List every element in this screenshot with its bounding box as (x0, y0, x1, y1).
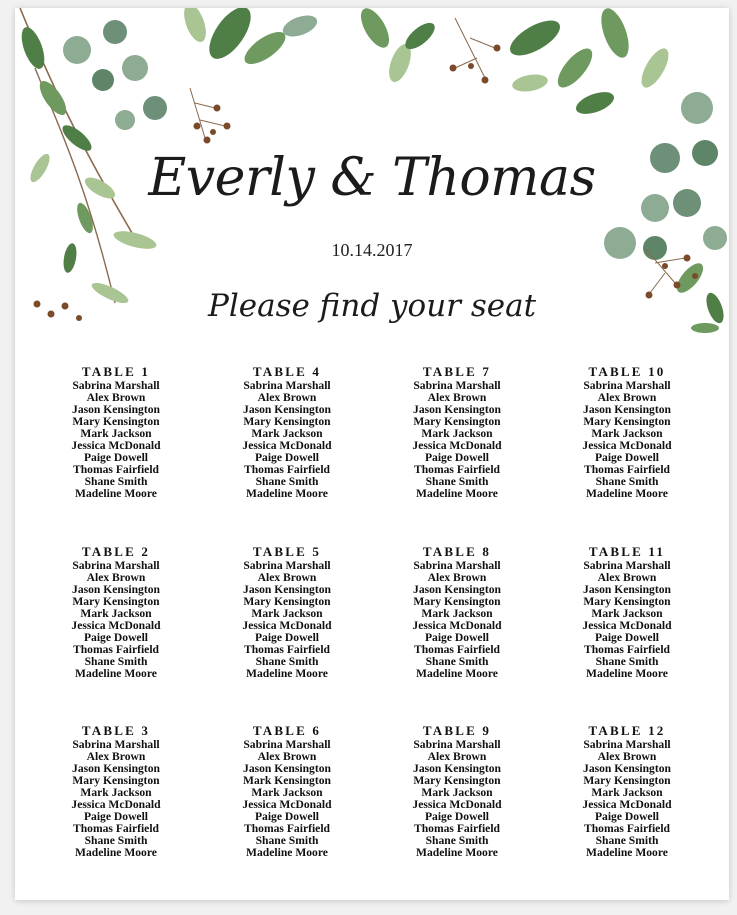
guest-name: Madeline Moore (246, 846, 328, 859)
guest-name: Madeline Moore (75, 846, 157, 859)
table-title: TABLE 4 (252, 364, 322, 379)
guest-name: Thomas Fairfield (73, 463, 159, 476)
seat-subtitle: Please find your seat (207, 288, 537, 324)
wedding-date: 10.14.2017 (331, 240, 413, 260)
guest-name: Jessica McDonald (582, 619, 672, 632)
table-block-9 (372, 723, 542, 859)
table-title: TABLE 7 (422, 364, 492, 379)
guest-name: Paige Dowell (594, 810, 660, 823)
guest-name: Jessica McDonald (412, 798, 502, 811)
guest-name: Madeline Moore (75, 487, 157, 500)
guest-name: Jessica McDonald (242, 619, 332, 632)
guest-name: Mark Jackson (80, 427, 152, 440)
guest-name: Mary Kensington (243, 595, 331, 608)
guest-name: Jason Kensington (583, 583, 671, 596)
guest-name: Shane Smith (255, 475, 319, 488)
table-title: TABLE 12 (588, 723, 666, 738)
guest-name: Madeline Moore (416, 846, 498, 859)
guest-name: Madeline Moore (416, 667, 498, 680)
table-block-2 (31, 544, 201, 680)
table-block-5 (202, 544, 372, 680)
guest-name: Shane Smith (595, 475, 659, 488)
guest-name: Jason Kensington (72, 762, 160, 775)
guest-name: Alex Brown (86, 571, 146, 584)
guest-name: Sabrina Marshall (72, 738, 160, 751)
guest-name: Jason Kensington (72, 403, 160, 416)
couple-names-heading: Everly & Thomas (148, 148, 596, 208)
guest-name: Madeline Moore (586, 667, 668, 680)
guest-name: Mary Kensington (413, 595, 501, 608)
guest-name: Mary Kensington (583, 415, 671, 428)
guest-name: Jessica McDonald (412, 619, 502, 632)
guest-name: Mark Jackson (421, 427, 493, 440)
guest-name: Paige Dowell (254, 810, 320, 823)
guest-name: Jason Kensington (413, 762, 501, 775)
guest-name: Thomas Fairfield (584, 822, 670, 835)
guest-name: Thomas Fairfield (414, 643, 500, 656)
table-block-3 (31, 723, 201, 859)
table-block-8 (372, 544, 542, 680)
guest-name: Madeline Moore (246, 667, 328, 680)
guest-name: Sabrina Marshall (583, 379, 671, 392)
table-block-4 (202, 364, 372, 500)
guest-name: Thomas Fairfield (244, 643, 330, 656)
guest-name: Alex Brown (86, 391, 146, 404)
guest-name: Sabrina Marshall (583, 559, 671, 572)
guest-name: Jessica McDonald (242, 439, 332, 452)
guest-name: Sabrina Marshall (243, 738, 331, 751)
guest-name: Alex Brown (597, 571, 657, 584)
table-title: TABLE 1 (81, 364, 151, 379)
table-block-11 (542, 544, 712, 680)
guest-name: Jessica McDonald (582, 798, 672, 811)
guest-name: Thomas Fairfield (73, 822, 159, 835)
guest-name: Jessica McDonald (412, 439, 502, 452)
guest-name: Alex Brown (427, 571, 487, 584)
guest-name: Sabrina Marshall (72, 379, 160, 392)
guest-name: Mark Jackson (421, 786, 493, 799)
table-block-6 (202, 723, 372, 859)
guest-name: Mary Kensington (413, 415, 501, 428)
guest-name: Madeline Moore (246, 487, 328, 500)
guest-name: Paige Dowell (254, 451, 320, 464)
guest-name: Mark Jackson (251, 786, 323, 799)
guest-name: Mark Jackson (251, 607, 323, 620)
guest-name: Mary Kensington (72, 595, 160, 608)
guest-name: Jessica McDonald (71, 439, 161, 452)
guest-name: Mark Jackson (591, 607, 663, 620)
guest-name: Sabrina Marshall (243, 559, 331, 572)
guest-name: Jason Kensington (413, 583, 501, 596)
guest-name: Mary Kensington (72, 415, 160, 428)
guest-name: Madeline Moore (586, 487, 668, 500)
table-title: TABLE 10 (588, 364, 666, 379)
guest-name: Shane Smith (425, 655, 489, 668)
guest-name: Thomas Fairfield (414, 463, 500, 476)
guest-name: Shane Smith (595, 834, 659, 847)
guest-name: Madeline Moore (416, 487, 498, 500)
guest-name: Jason Kensington (583, 762, 671, 775)
guest-name: Jessica McDonald (71, 619, 161, 632)
guest-name: Mary Kensington (583, 595, 671, 608)
guest-name: Thomas Fairfield (414, 822, 500, 835)
guest-name: Alex Brown (257, 391, 317, 404)
guest-name: Mary Kensington (72, 774, 160, 787)
table-title: TABLE 2 (81, 544, 151, 559)
guest-name: Mark Jackson (80, 607, 152, 620)
guest-name: Sabrina Marshall (583, 738, 671, 751)
guest-name: Jessica McDonald (71, 798, 161, 811)
guest-name: Alex Brown (597, 750, 657, 763)
guest-name: Shane Smith (425, 475, 489, 488)
guest-name: Jason Kensington (72, 583, 160, 596)
guest-name: Paige Dowell (83, 451, 149, 464)
guest-name: Paige Dowell (83, 810, 149, 823)
guest-name: Jessica McDonald (582, 439, 672, 452)
table-title: TABLE 9 (422, 723, 492, 738)
guest-name: Shane Smith (84, 834, 148, 847)
guest-name: Jason Kensington (243, 403, 331, 416)
guest-name: Paige Dowell (594, 451, 660, 464)
guest-name: Mark Jackson (80, 786, 152, 799)
guest-name: Paige Dowell (424, 631, 490, 644)
table-title: TABLE 6 (252, 723, 322, 738)
guest-name: Madeline Moore (75, 667, 157, 680)
table-block-12 (542, 723, 712, 859)
guest-name: Shane Smith (84, 655, 148, 668)
table-block-10 (542, 364, 712, 500)
guest-name: Sabrina Marshall (72, 559, 160, 572)
guest-name: Alex Brown (257, 571, 317, 584)
guest-name: Jason Kensington (413, 403, 501, 416)
guest-name: Sabrina Marshall (413, 738, 501, 751)
guest-name: Paige Dowell (594, 631, 660, 644)
guest-name: Madeline Moore (586, 846, 668, 859)
guest-name: Jessica McDonald (242, 798, 332, 811)
table-block-7 (372, 364, 542, 500)
guest-name: Jason Kensington (583, 403, 671, 416)
guest-name: Mark Jackson (591, 427, 663, 440)
guest-name: Jason Kensington (243, 583, 331, 596)
guest-name: Shane Smith (425, 834, 489, 847)
guest-name: Thomas Fairfield (584, 643, 670, 656)
guest-name: Mark Jackson (421, 607, 493, 620)
guest-name: Paige Dowell (254, 631, 320, 644)
seating-chart-page (15, 8, 729, 900)
guest-name: Alex Brown (257, 750, 317, 763)
guest-name: Alex Brown (86, 750, 146, 763)
guest-name: Thomas Fairfield (584, 463, 670, 476)
guest-name: Alex Brown (427, 750, 487, 763)
guest-name: Mark Jackson (591, 786, 663, 799)
guest-name: Jason Kensington (243, 762, 331, 775)
table-title: TABLE 3 (81, 723, 151, 738)
guest-name: Alex Brown (427, 391, 487, 404)
guest-name: Shane Smith (84, 475, 148, 488)
guest-name: Thomas Fairfield (244, 463, 330, 476)
guest-name: Shane Smith (255, 834, 319, 847)
guest-name: Sabrina Marshall (243, 379, 331, 392)
guest-name: Thomas Fairfield (73, 643, 159, 656)
guest-name: Mary Kensington (413, 774, 501, 787)
guest-name: Mary Kensington (583, 774, 671, 787)
table-title: TABLE 11 (588, 544, 666, 559)
guest-name: Paige Dowell (83, 631, 149, 644)
guest-name: Paige Dowell (424, 810, 490, 823)
guest-name: Shane Smith (595, 655, 659, 668)
table-title: TABLE 8 (422, 544, 492, 559)
guest-name: Alex Brown (597, 391, 657, 404)
table-block-1 (31, 364, 201, 500)
table-title: TABLE 5 (252, 544, 322, 559)
guest-name: Sabrina Marshall (413, 379, 501, 392)
guest-name: Thomas Fairfield (244, 822, 330, 835)
guest-name: Mary Kensington (243, 415, 331, 428)
guest-name: Sabrina Marshall (413, 559, 501, 572)
guest-name: Mark Kensington (243, 774, 331, 787)
guest-name: Shane Smith (255, 655, 319, 668)
guest-name: Mark Jackson (251, 427, 323, 440)
guest-name: Paige Dowell (424, 451, 490, 464)
